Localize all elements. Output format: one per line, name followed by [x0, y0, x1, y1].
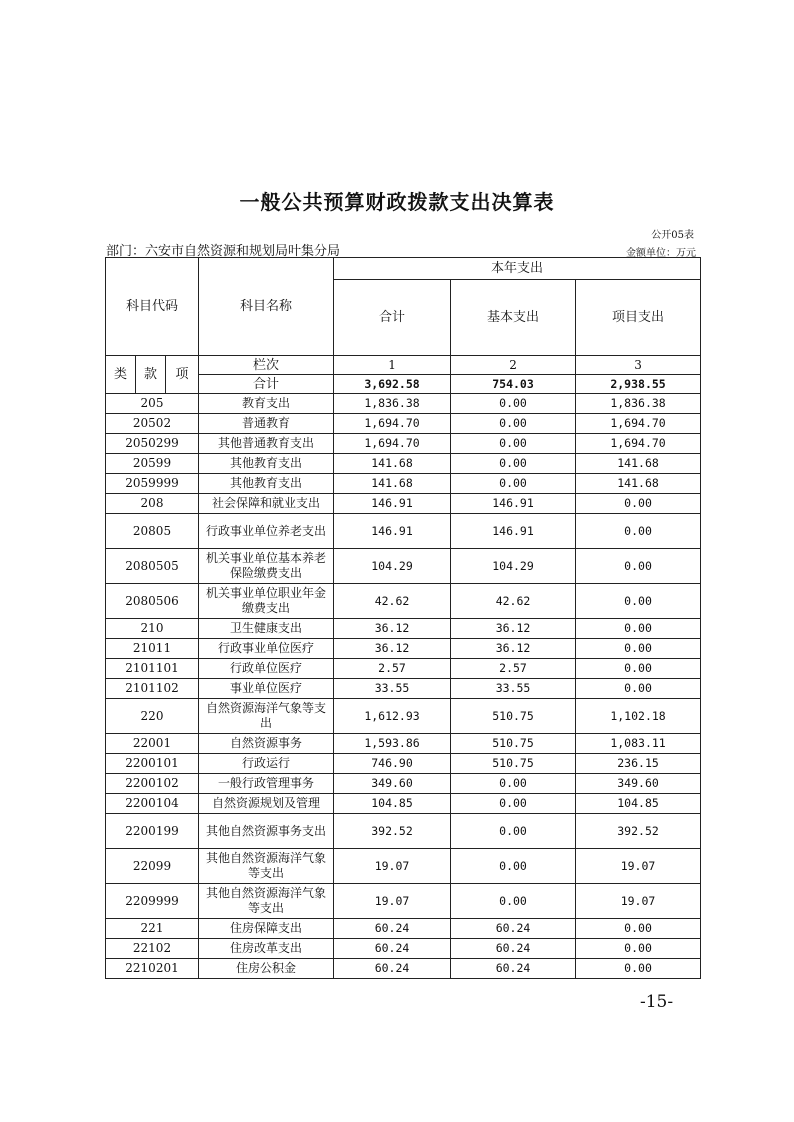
row-name: 事业单位医疗	[199, 679, 334, 699]
row-project: 104.85	[576, 794, 701, 814]
header-lei: 类	[106, 356, 136, 394]
header-xiang: 项	[166, 356, 199, 394]
row-name: 机关事业单位职业年金缴费支出	[199, 584, 334, 619]
row-name: 住房公积金	[199, 959, 334, 979]
row-project: 141.68	[576, 474, 701, 494]
row-code: 2200101	[106, 754, 199, 774]
row-code: 2200102	[106, 774, 199, 794]
table-row	[106, 584, 701, 619]
row-project: 1,694.70	[576, 434, 701, 454]
table-row	[106, 394, 701, 414]
row-name: 卫生健康支出	[199, 619, 334, 639]
department-label: 部门：六安市自然资源和规划局叶集分局	[106, 244, 341, 259]
row-code: 221	[106, 919, 199, 939]
row-total: 19.07	[334, 849, 451, 884]
row-name: 自然资源规划及管理	[199, 794, 334, 814]
table-row	[106, 754, 701, 774]
header-basic: 基本支出	[451, 280, 576, 356]
table-row	[106, 794, 701, 814]
expenditure-table	[105, 257, 701, 979]
total-row-project: 2,938.55	[576, 375, 701, 394]
row-project: 0.00	[576, 584, 701, 619]
row-basic: 2.57	[451, 659, 576, 679]
row-code: 2209999	[106, 884, 199, 919]
row-project: 0.00	[576, 659, 701, 679]
row-project: 236.15	[576, 754, 701, 774]
row-basic: 510.75	[451, 699, 576, 734]
row-name: 普通教育	[199, 414, 334, 434]
row-project: 392.52	[576, 814, 701, 849]
header-col1: 1	[334, 356, 451, 375]
row-name: 其他普通教育支出	[199, 434, 334, 454]
row-project: 0.00	[576, 939, 701, 959]
row-total: 141.68	[334, 454, 451, 474]
row-code: 22102	[106, 939, 199, 959]
row-basic: 0.00	[451, 394, 576, 414]
header-col2: 2	[451, 356, 576, 375]
header-column-order: 栏次	[199, 356, 334, 375]
row-project: 0.00	[576, 679, 701, 699]
row-total: 60.24	[334, 919, 451, 939]
form-number: 公开05表	[651, 230, 694, 241]
row-code: 21011	[106, 639, 199, 659]
row-code: 2210201	[106, 959, 199, 979]
row-total: 1,694.70	[334, 414, 451, 434]
table-row	[106, 814, 701, 849]
row-project: 1,694.70	[576, 414, 701, 434]
row-total: 1,694.70	[334, 434, 451, 454]
row-project: 1,836.38	[576, 394, 701, 414]
row-total: 2.57	[334, 659, 451, 679]
row-total: 1,593.86	[334, 734, 451, 754]
row-total: 60.24	[334, 959, 451, 979]
row-code: 20805	[106, 514, 199, 549]
row-name: 住房改革支出	[199, 939, 334, 959]
row-name: 其他自然资源海洋气象等支出	[199, 849, 334, 884]
row-name: 行政事业单位医疗	[199, 639, 334, 659]
row-code: 2101101	[106, 659, 199, 679]
header-code: 科目代码	[106, 258, 199, 356]
table-row	[106, 659, 701, 679]
row-code: 205	[106, 394, 199, 414]
total-row-label: 合计	[199, 375, 334, 394]
row-name: 其他自然资源事务支出	[199, 814, 334, 849]
row-code: 2080506	[106, 584, 199, 619]
table-row	[106, 919, 701, 939]
row-basic: 0.00	[451, 884, 576, 919]
row-project: 0.00	[576, 919, 701, 939]
row-basic: 60.24	[451, 939, 576, 959]
row-total: 104.85	[334, 794, 451, 814]
table-row	[106, 959, 701, 979]
row-code: 208	[106, 494, 199, 514]
table-row	[106, 699, 701, 734]
row-code: 22001	[106, 734, 199, 754]
table-row	[106, 549, 701, 584]
header-col3: 3	[576, 356, 701, 375]
row-basic: 60.24	[451, 959, 576, 979]
row-name: 机关事业单位基本养老保险缴费支出	[199, 549, 334, 584]
row-name: 行政事业单位养老支出	[199, 514, 334, 549]
row-total: 392.52	[334, 814, 451, 849]
row-name: 其他自然资源海洋气象等支出	[199, 884, 334, 919]
row-name: 住房保障支出	[199, 919, 334, 939]
row-total: 146.91	[334, 494, 451, 514]
row-total: 141.68	[334, 474, 451, 494]
row-code: 2080505	[106, 549, 199, 584]
header-kuan: 款	[136, 356, 166, 394]
row-project: 141.68	[576, 454, 701, 474]
table-row	[106, 639, 701, 659]
page-number: -15-	[640, 992, 674, 1012]
row-total: 42.62	[334, 584, 451, 619]
header-current-year: 本年支出	[334, 258, 701, 280]
row-total: 746.90	[334, 754, 451, 774]
row-total: 36.12	[334, 639, 451, 659]
row-name: 行政单位医疗	[199, 659, 334, 679]
table-row	[106, 849, 701, 884]
header-name: 科目名称	[199, 258, 334, 356]
amount-unit: 金额单位：万元	[626, 248, 696, 259]
row-basic: 0.00	[451, 474, 576, 494]
table-row	[106, 679, 701, 699]
row-basic: 42.62	[451, 584, 576, 619]
table-row	[106, 939, 701, 959]
table-row	[106, 414, 701, 434]
table-row	[106, 619, 701, 639]
row-basic: 510.75	[451, 754, 576, 774]
total-row-total: 3,692.58	[334, 375, 451, 394]
row-name: 行政运行	[199, 754, 334, 774]
row-code: 20502	[106, 414, 199, 434]
row-basic: 104.29	[451, 549, 576, 584]
row-name: 教育支出	[199, 394, 334, 414]
row-total: 36.12	[334, 619, 451, 639]
row-name: 社会保障和就业支出	[199, 494, 334, 514]
row-name: 自然资源事务	[199, 734, 334, 754]
row-basic: 0.00	[451, 434, 576, 454]
table-row	[106, 734, 701, 754]
row-basic: 510.75	[451, 734, 576, 754]
row-project: 0.00	[576, 494, 701, 514]
row-basic: 0.00	[451, 849, 576, 884]
row-project: 0.00	[576, 639, 701, 659]
row-project: 349.60	[576, 774, 701, 794]
row-code: 210	[106, 619, 199, 639]
row-basic: 36.12	[451, 639, 576, 659]
row-code: 2101102	[106, 679, 199, 699]
row-total: 33.55	[334, 679, 451, 699]
row-basic: 0.00	[451, 794, 576, 814]
row-project: 1,102.18	[576, 699, 701, 734]
row-name: 其他教育支出	[199, 474, 334, 494]
row-total: 1,836.38	[334, 394, 451, 414]
table-row	[106, 454, 701, 474]
row-total: 1,612.93	[334, 699, 451, 734]
row-basic: 0.00	[451, 414, 576, 434]
row-total: 146.91	[334, 514, 451, 549]
total-row-basic: 754.03	[451, 375, 576, 394]
row-basic: 146.91	[451, 494, 576, 514]
row-total: 19.07	[334, 884, 451, 919]
row-code: 2200199	[106, 814, 199, 849]
row-project: 0.00	[576, 959, 701, 979]
page-title: 一般公共预算财政拨款支出决算表	[239, 190, 555, 214]
table-row	[106, 494, 701, 514]
row-code: 2200104	[106, 794, 199, 814]
row-total: 60.24	[334, 939, 451, 959]
row-code: 2059999	[106, 474, 199, 494]
row-name: 其他教育支出	[199, 454, 334, 474]
row-project: 1,083.11	[576, 734, 701, 754]
header-total: 合计	[334, 280, 451, 356]
table-row	[106, 884, 701, 919]
row-code: 2050299	[106, 434, 199, 454]
table-row	[106, 474, 701, 494]
row-name: 自然资源海洋气象等支出	[199, 699, 334, 734]
row-project: 0.00	[576, 549, 701, 584]
row-basic: 60.24	[451, 919, 576, 939]
row-project: 19.07	[576, 884, 701, 919]
row-code: 22099	[106, 849, 199, 884]
row-code: 220	[106, 699, 199, 734]
row-name: 一般行政管理事务	[199, 774, 334, 794]
row-project: 0.00	[576, 514, 701, 549]
row-code: 20599	[106, 454, 199, 474]
row-basic: 146.91	[451, 514, 576, 549]
row-total: 349.60	[334, 774, 451, 794]
row-total: 104.29	[334, 549, 451, 584]
row-basic: 33.55	[451, 679, 576, 699]
table-row	[106, 514, 701, 549]
row-project: 19.07	[576, 849, 701, 884]
row-basic: 36.12	[451, 619, 576, 639]
row-basic: 0.00	[451, 814, 576, 849]
table-row	[106, 434, 701, 454]
table-row	[106, 774, 701, 794]
row-basic: 0.00	[451, 454, 576, 474]
header-project: 项目支出	[576, 280, 701, 356]
row-project: 0.00	[576, 619, 701, 639]
row-basic: 0.00	[451, 774, 576, 794]
